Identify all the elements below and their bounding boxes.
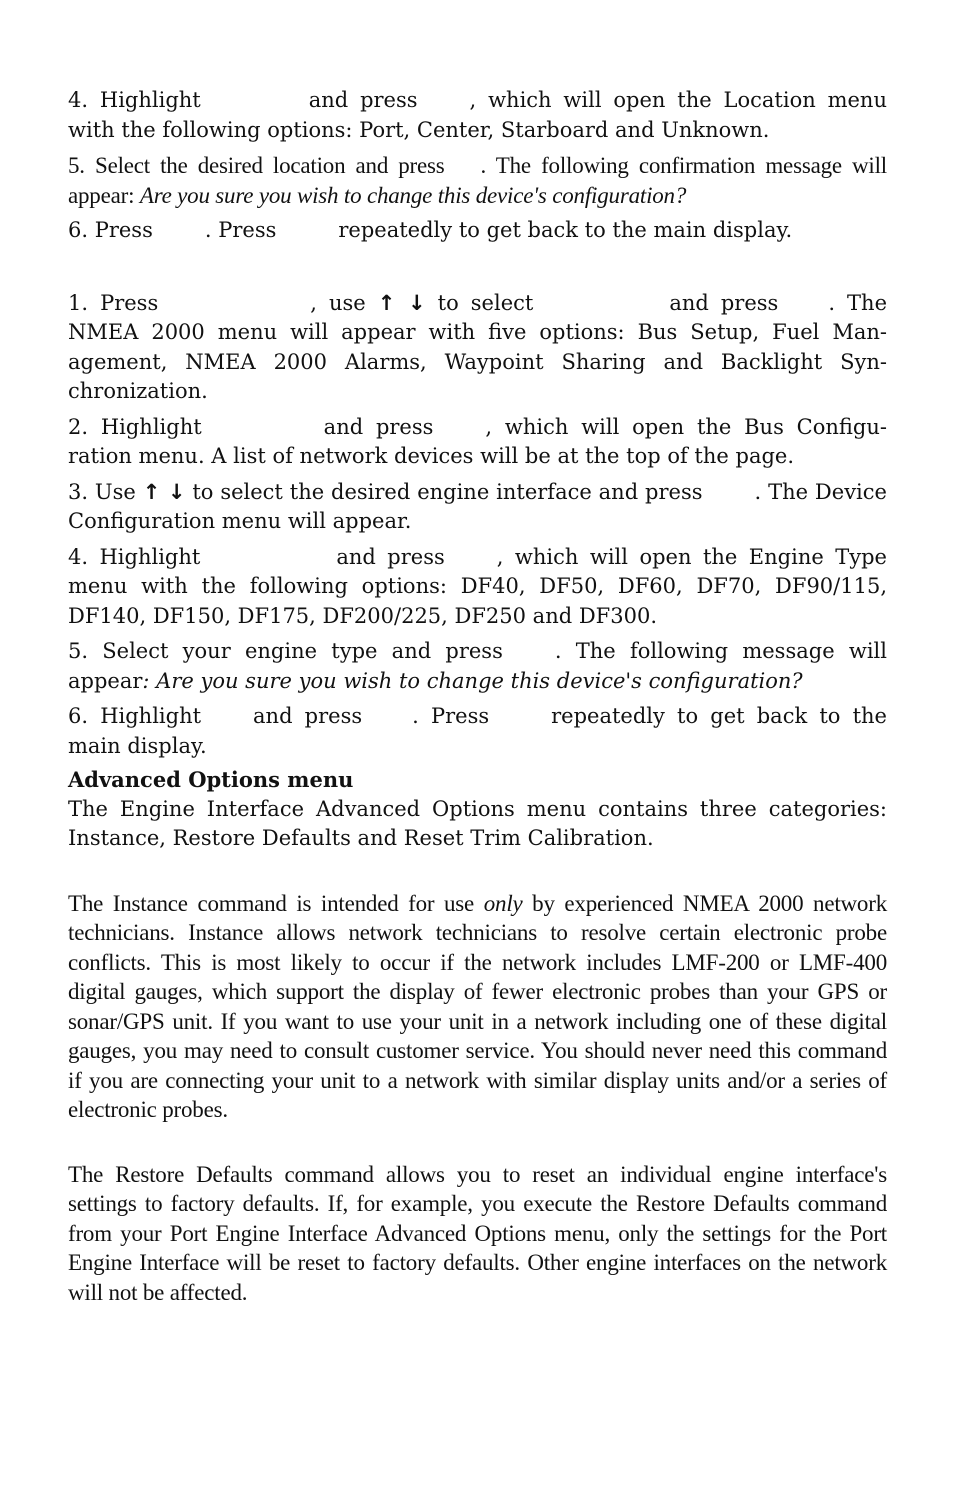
confirmation-question: : Are you sure you wish to change this device's configuration? bbox=[142, 668, 803, 693]
step-6-engine: 6. Highlight and press . Press repeatedly to get back to the main display. bbox=[68, 704, 887, 758]
section-heading: Advanced Options menu bbox=[68, 767, 354, 792]
up-down-arrows-icon: ↑ ↓ bbox=[142, 479, 186, 504]
instance-paragraph: The Instance command is intended for use only by experienced NMEA 2000 network technicians. Instance allows network technicians to resolve certain electronic probe conflicts. This is most likely to occur if the network includes LMF-200 or LMF-400 digital gauges, which support the display of fewer electronic probes than your GPS or sonar/GPS unit. If you want to use your unit in a network including one of these digital gauges, you may need to consult customer service. You should never need this command if you are connecting your unit to a network with similar display units and/or a series of electronic probes. bbox=[68, 890, 887, 1122]
step-2-engine: 2. Highlight and press , which will open the Bus Configuration menu. A list of network devices will be at the top of the page. bbox=[68, 414, 887, 468]
up-down-arrows-icon: ↑ ↓ bbox=[377, 290, 426, 315]
step-6-location: 6. Press . Press repeatedly to get back to the main display. bbox=[68, 218, 793, 242]
step-4-location: 4. Highlight and press , which will open the Location menu with the following options: Port, Center, Starboard and Unknown. bbox=[68, 88, 887, 142]
document-page bbox=[68, 86, 887, 1307]
step-4-engine: 4. Highlight and press , which will open the Engine Type menu with the following options: DF40, DF50, DF60, DF70, DF90/115, DF140, DF150, DF175, DF200/225, DF250 and DF300. bbox=[68, 544, 887, 628]
step-5-engine: 5. Select your engine type and press . The following message will appear: Are you sure you wish to change this device's configuration? bbox=[68, 639, 887, 693]
step-1-engine: 1. Press , use ↑ ↓ to select and press . The NMEA 2000 menu will appear with five options: Bus Setup, Fuel Management, NMEA 2000 Alarms, Waypoint Sharing and Backlight Synchronization. bbox=[68, 290, 887, 403]
confirmation-question: Are you sure you wish to change this device's configuration? bbox=[139, 182, 687, 208]
advanced-intro: The Engine Interface Advanced Options menu contains three categories: Instance, Restore Defaults and Reset Trim Calibration. bbox=[68, 796, 887, 850]
restore-defaults-paragraph: The Restore Defaults command allows you to reset an individual engine interface's settings to factory defaults. If, for example, you execute the Restore Defaults command from your Port Engine Interface Advanced Options menu, only the settings for the Port Engine Interface will be reset to factory defaults. Other engine interfaces on the network will not be affected. bbox=[68, 1161, 887, 1305]
step-3-engine: 3. Use ↑ ↓ to select the desired engine interface and press . The Device Configuration menu will appear. bbox=[68, 479, 887, 533]
step-5-location: 5. Select the desired location and press . The following confirmation message will appear: Are you sure you wish to change this device's configuration? bbox=[68, 153, 887, 208]
